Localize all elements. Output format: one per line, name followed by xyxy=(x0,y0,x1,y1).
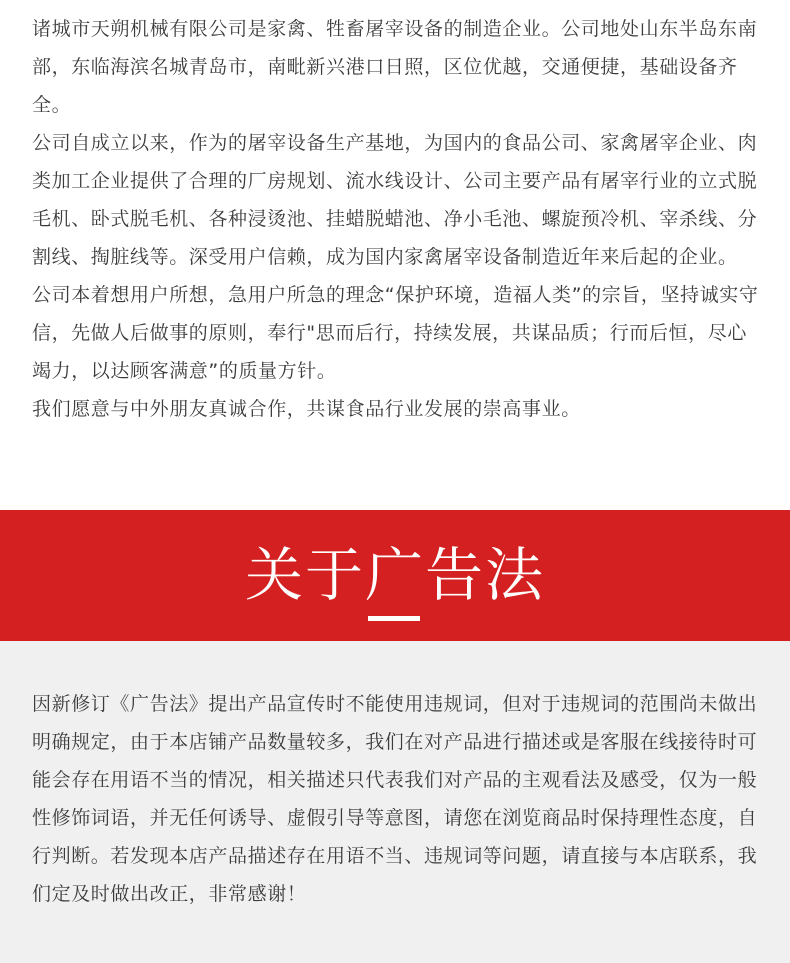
banner-title: 关于广告法 xyxy=(244,541,545,609)
banner-underline xyxy=(368,616,420,621)
advertising-law-banner xyxy=(0,510,790,641)
advertising-law-notice xyxy=(0,641,790,963)
intro-paragraph-4: 我们愿意与中外朋友真诚合作，共谋食品行业发展的崇高事业。 xyxy=(32,398,581,420)
intro-paragraph-1: 诸城市天朔机械有限公司是家禽、牲畜屠宰设备的制造企业。公司地处山东半岛东南部，东临海滨名城青岛市，南毗新兴港口日照，区位优越，交通便捷，基础设备齐全。 xyxy=(32,18,758,116)
notice-text: 因新修订《广告法》提出产品宣传时不能使用违规词，但对于违规词的范围尚未做出明确规定，由于本店铺产品数量较多，我们在对产品进行描述或是客服在线接待时可能会存在用语不当的情况，相关描述只代表我们对产品的主观看法及感受，仅为一般性修饰词语，并无任何诱导、虚假引导等意图，请您在浏览商品时保持理性态度，自行判断。若发现本店产品描述存在用语不当、违规词等问题，请直接与本店联系，我们定及时做出改正，非常感谢！ xyxy=(32,693,758,905)
intro-paragraph-2: 公司自成立以来，作为的屠宰设备生产基地，为国内的食品公司、家禽屠宰企业、肉类加工企业提供了合理的厂房规划、流水线设计、公司主要产品有屠宰行业的立式脱毛机、卧式脱毛机、各种浸烫池、挂蜡脱蜡池、净小毛池、螺旋预冷机、宰杀线、分割线、掏脏线等。深受用户信赖，成为国内家禽屠宰设备制造近年来后起的企业。 xyxy=(32,132,758,268)
intro-paragraph-3: 公司本着想用户所想，急用户所急的理念“保护环境，造福人类”的宗旨，坚持诚实守信，先做人后做事的原则，奉行"思而后行，持续发展，共谋品质；行而后恒，尽心竭力，以达顾客满意”的质量方针。 xyxy=(32,284,759,382)
